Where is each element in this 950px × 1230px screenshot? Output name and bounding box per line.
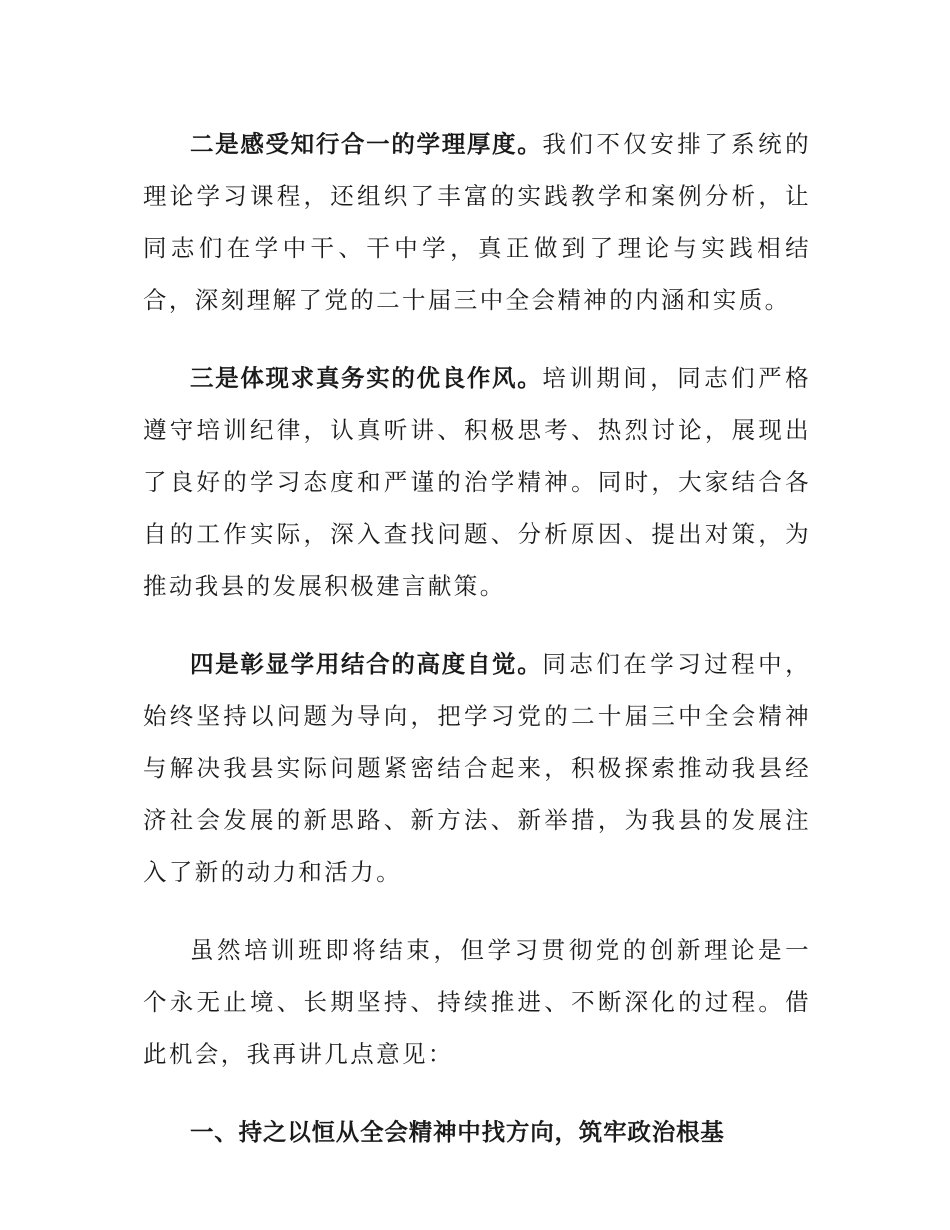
paragraph-3-lead: 三是体现求真务实的优良作风。 (190, 364, 543, 392)
paragraph-2 (143, 118, 811, 326)
paragraph-2-text: 我们不仅安排了系统的理论学习课程，还组织了丰富的实践教学和案例分析，让同志们在学中干、干中学，真正做到了理论与实践相结合，深刻理解了党的二十届三中全会精神的内涵和实质。 (143, 130, 811, 314)
paragraph-3-text: 培训期间，同志们严格遵守培训纪律，认真听讲、积极思考、热烈讨论，展现出了良好的学习态度和严谨的治学精神。同时，大家结合各自的工作实际，深入查找问题、分析原因、提出对策，为推动我县的发展积极建言献策。 (143, 364, 811, 600)
paragraph-conclusion-text: 虽然培训班即将结束，但学习贯彻党的创新理论是一个永无止境、长期坚持、持续推进、不断深化的过程。借此机会，我再讲几点意见： (143, 936, 811, 1068)
section-heading: 一、持之以恒从全会精神中找方向，筑牢政治根基 (190, 1118, 725, 1146)
paragraph-4-text: 同志们在学习过程中，始终坚持以问题为导向，把学习党的二十届三中全会精神与解决我县实际问题紧密结合起来，积极探索推动我县经济社会发展的新思路、新方法、新举措，为我县的发展注入了新的动力和活力。 (143, 650, 811, 886)
document-page (143, 118, 811, 1158)
paragraph-4 (143, 638, 811, 898)
paragraph-4-lead: 四是彰显学用结合的高度自觉。 (190, 650, 543, 678)
paragraph-conclusion (143, 924, 811, 1080)
paragraph-2-lead: 二是感受知行合一的学理厚度。 (190, 130, 543, 158)
paragraph-3 (143, 352, 811, 612)
